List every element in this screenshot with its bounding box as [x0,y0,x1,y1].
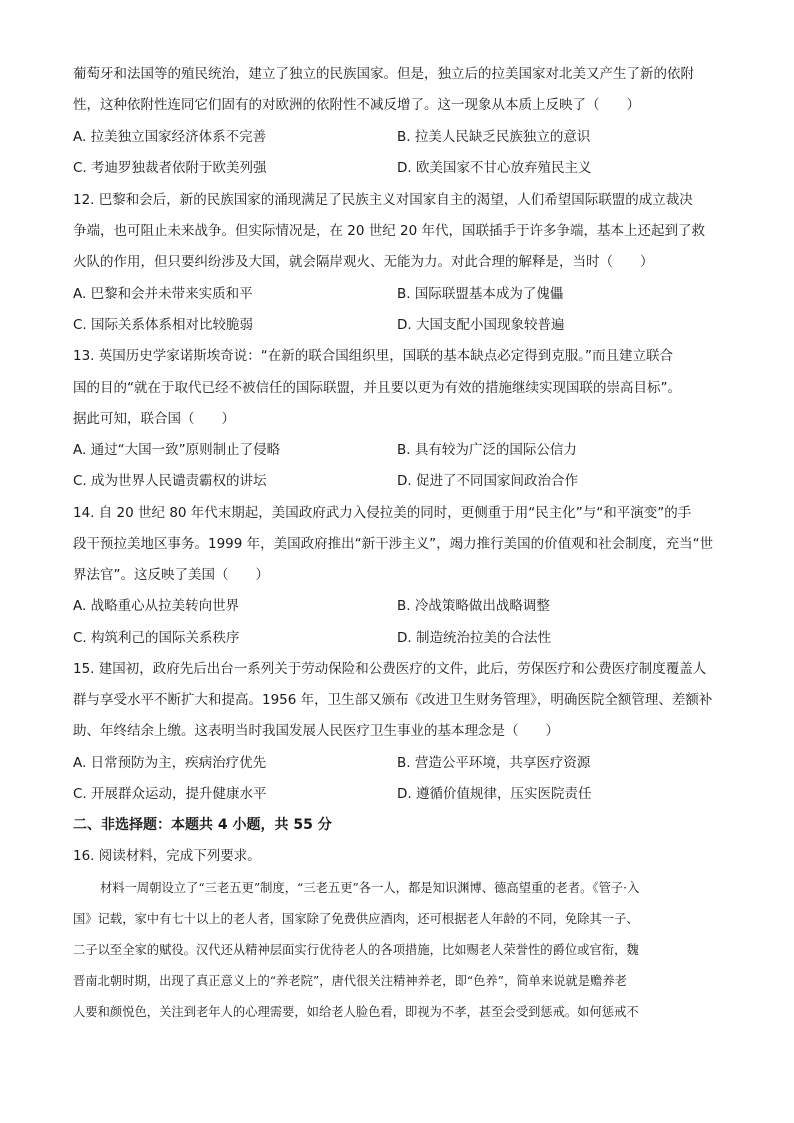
q15-option-b[interactable]: B. 营造公平环境，共享医疗资源 [397,755,591,771]
q13-option-a[interactable]: A. 通过“大国一致”原则制止了侵略 [73,442,281,458]
q12-line-2: 争端，也可阻止未来战争。但实际情况是，在 20 世纪 20 年代，国联插手于许多争端，基本上还起到了救 [73,223,706,239]
q13-line-1: 13. 英国历史学家诺斯埃奇说：“在新的联合国组织里，国联的基本缺点必定得到克服。”而且建立联合 [73,348,673,364]
q13-line-3: 据此可知，联合国（ ） [73,411,235,427]
q11-option-c[interactable]: C. 考迪罗独裁者依附于欧美列强 [73,160,267,176]
q12-line-1: 12. 巴黎和会后，新的民族国家的涌现满足了民族主义对国家自主的渴望，人们希望国际联盟的成立裁决 [73,192,693,208]
q12-option-b[interactable]: B. 国际联盟基本成为了傀儡 [397,286,564,302]
q14-option-c[interactable]: C. 构筑利己的国际关系秩序 [73,630,240,646]
q15-option-a[interactable]: A. 日常预防为主，疾病治疗优先 [73,755,267,771]
q12-option-a[interactable]: A. 巴黎和会并未带来实质和平 [73,286,253,302]
q14-option-d[interactable]: D. 制造统治拉美的合法性 [397,630,551,646]
q13-option-d[interactable]: D. 促进了不同国家间政治合作 [397,473,578,489]
q14-option-b[interactable]: B. 冷战策略做出战略调整 [397,598,550,614]
q16-material-line-4: 晋南北朝时期，出现了真正意义上的“养老院”，唐代很关注精神养老，即“色养”，简单来说就是赡养老 [73,974,627,988]
q12-option-d[interactable]: D. 大国支配小国现象较普遍 [397,317,565,333]
q14-line-3: 界法官”。这反映了美国（ ） [73,567,269,583]
q13-option-b[interactable]: B. 具有较为广泛的国际公信力 [397,442,577,458]
q13-line-2: 国的目的“就在于取代已经不被信任的国际联盟，并且要以更为有效的措施继续实现国联的崇高目标”。 [73,380,681,396]
q15-option-c[interactable]: C. 开展群众运动，提升健康水平 [73,786,267,802]
q12-line-3: 火队的作用，但只要纠纷涉及大国，就会隔岸观火、无能为力。对此合理的解释是，当时（ ） [73,254,654,270]
q14-option-a[interactable]: A. 战略重心从拉美转向世界 [73,598,240,614]
q16-material-line-2: 国》记载，家中有七十以上的老人者，国家除了免费供应酒肉，还可根据老人年龄的不同，免除其一子、 [73,912,639,926]
q15-line-2: 群与享受水平不断扩大和提高。1956 年，卫生部又颁布《改进卫生财务管理》，明确医院全额管理、差额补 [73,692,713,708]
q16-intro: 16. 阅读材料，完成下列要求。 [73,848,261,864]
q12-option-c[interactable]: C. 国际关系体系相对比较脆弱 [73,317,254,333]
q16-material-line-1: 材料一周朝设立了“三老五更”制度，“三老五更”各一人，都是知识渊博、德高望重的老者。《管子·入 [100,881,640,895]
q15-line-3: 助、年终结余上缴。这表明当时我国发展人民医疗卫生事业的基本理念是（ ） [73,723,559,739]
q11-option-a[interactable]: A. 拉美独立国家经济体系不完善 [73,129,267,145]
q11-line-1: 葡萄牙和法国等的殖民统治，建立了独立的民族国家。但是，独立后的拉美国家对北美又产生了新的依附 [73,66,694,82]
q11-option-d[interactable]: D. 欧美国家不甘心放弃殖民主义 [397,160,592,176]
q11-option-b[interactable]: B. 拉美人民缺乏民族独立的意识 [397,129,591,145]
q11-line-2: 性，这种依附性连同它们固有的对欧洲的依附性不减反增了。这一现象从本质上反映了（ ） [73,97,640,113]
q14-line-1: 14. 自 20 世纪 80 年代末期起，美国政府武力入侵拉美的同时，更侧重于用“民主化”与“和平演变”的手 [73,505,692,521]
q16-material-line-3: 二子以至全家的赋役。汉代还从精神层面实行优待老人的各项措施，比如赐老人荣誉性的爵位或官衔，魏 [73,943,639,957]
q16-material-line-5: 人要和颜悦色，关注到老年人的心理需要，如给老人脸色看，即视为不孝，甚至会受到惩戒。如何惩戒不 [73,1005,639,1019]
q15-option-d[interactable]: D. 遵循价值规律，压实医院责任 [397,786,592,802]
q13-option-c[interactable]: C. 成为世界人民谴责霸权的讲坛 [73,473,267,489]
q15-line-1: 15. 建国初，政府先后出台一系列关于劳动保险和公费医疗的文件，此后，劳保医疗和公费医疗制度覆盖人 [73,661,707,677]
q14-line-2: 段干预拉美地区事务。1999 年，美国政府推出“新干涉主义”，竭力推行美国的价值观和社会制度，充当“世 [73,536,714,552]
section-heading: 二、非选择题：本题共 4 小题，共 55 分 [73,817,332,833]
